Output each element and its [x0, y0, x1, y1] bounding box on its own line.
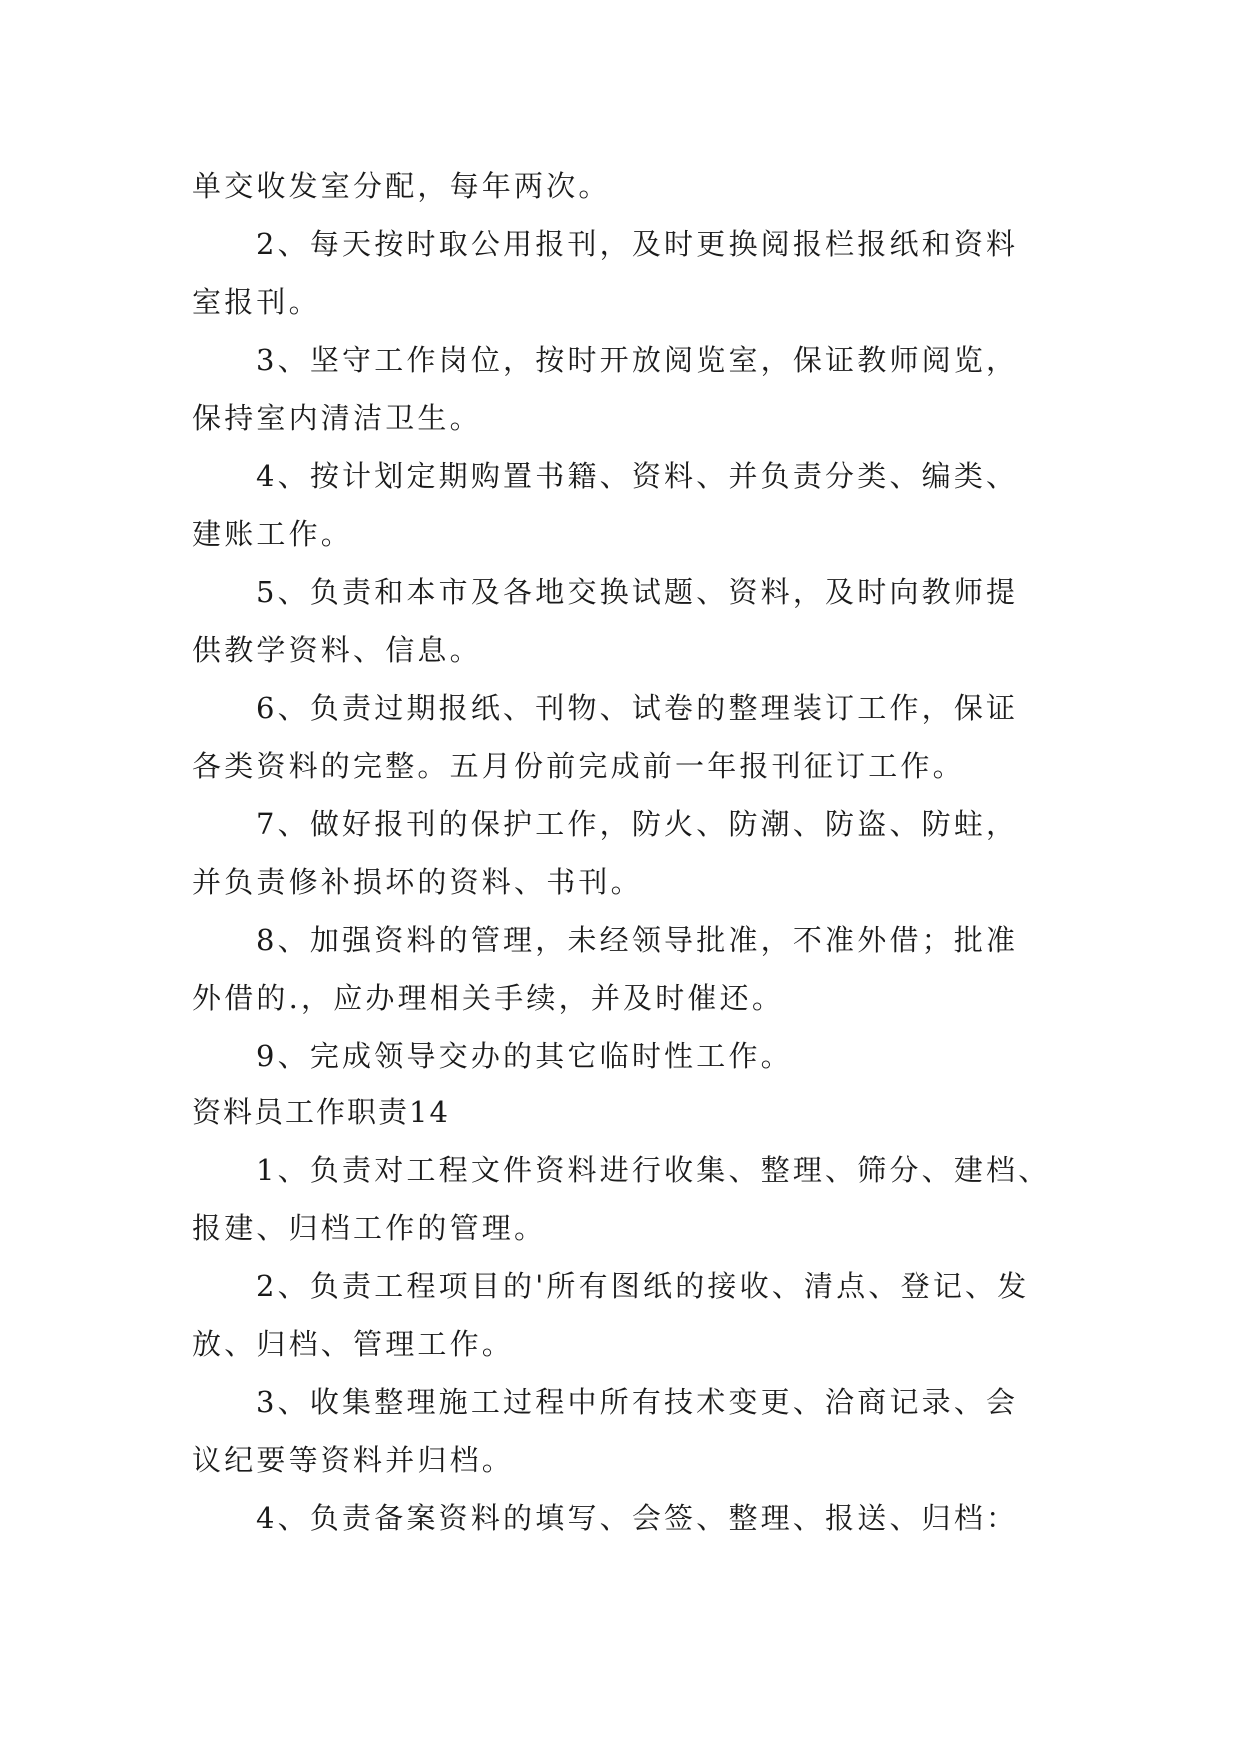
- text-line-3: 室报刊。: [192, 285, 321, 319]
- text-line-7: 建账工作。: [192, 517, 354, 551]
- text-line-16: 9、完成领导交办的其它临时性工作。: [256, 1039, 793, 1073]
- text-line-10: 6、负责过期报纸、刊物、试卷的整理装订工作，保证: [256, 691, 1019, 725]
- section-heading: 资料员工作职责14: [192, 1095, 450, 1129]
- text-line-23: 议纪要等资料并归档。: [192, 1443, 515, 1477]
- text-line-24: 4、负责备案资料的填写、会签、整理、报送、归档：: [256, 1501, 1019, 1535]
- text-line-11: 各类资料的完整。五月份前完成前一年报刊征订工作。: [192, 749, 965, 783]
- text-line-14: 8、加强资料的管理，未经领导批准，不准外借；批准: [256, 923, 1019, 957]
- text-line-22: 3、收集整理施工过程中所有技术变更、洽商记录、会: [256, 1385, 1019, 1419]
- text-line-6: 4、按计划定期购置书籍、资料、并负责分类、编类、: [256, 459, 1019, 493]
- text-line-19: 报建、归档工作的管理。: [192, 1211, 547, 1245]
- text-line-4: 3、坚守工作岗位，按时开放阅览室，保证教师阅览，: [256, 343, 1019, 377]
- text-line-12: 7、做好报刊的保护工作，防火、防潮、防盗、防蛀，: [256, 807, 1019, 841]
- text-line-2: 2、每天按时取公用报刊，及时更换阅报栏报纸和资料: [256, 227, 1019, 261]
- text-line-5: 保持室内清洁卫生。: [192, 401, 482, 435]
- text-line-9: 供教学资料、信息。: [192, 633, 482, 667]
- text-line-21: 放、归档、管理工作。: [192, 1327, 515, 1361]
- text-line-1: 单交收发室分配，每年两次。: [192, 169, 611, 203]
- text-line-20: 2、负责工程项目的'所有图纸的接收、清点、登记、发: [256, 1269, 1030, 1303]
- text-line-18: 1、负责对工程文件资料进行收集、整理、筛分、建档、: [256, 1153, 1051, 1187]
- text-line-13: 并负责修补损坏的资料、书刊。: [192, 865, 643, 899]
- text-line-15: 外借的.，应办理相关手续，并及时催还。: [192, 981, 785, 1015]
- text-line-8: 5、负责和本市及各地交换试题、资料，及时向教师提: [256, 575, 1019, 609]
